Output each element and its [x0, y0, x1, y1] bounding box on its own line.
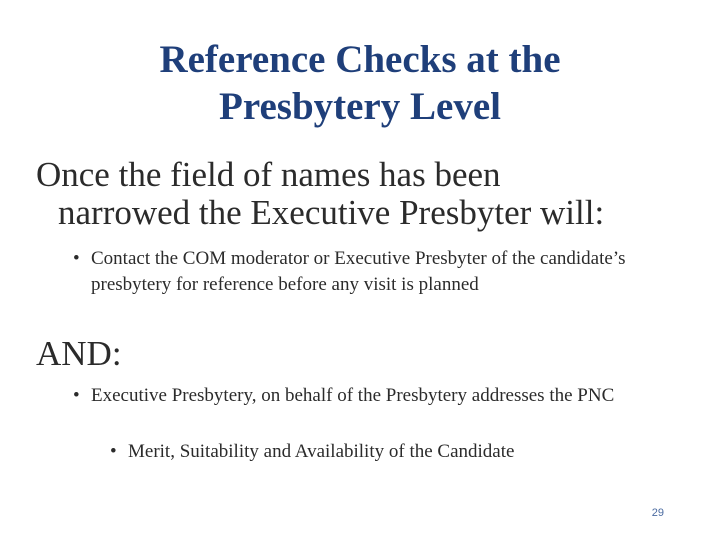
slide-title-line-1: Reference Checks at the	[159, 38, 561, 81]
bullet-marker: •	[110, 441, 117, 462]
slide-title	[60, 36, 660, 130]
intro-paragraph	[36, 156, 696, 232]
bullet-executive-presbytery	[73, 383, 691, 409]
page-number: 29	[651, 507, 664, 519]
intro-line-1: Once the field of names has been	[36, 155, 501, 194]
bullet-contact-com	[73, 246, 681, 298]
bullet-marker: •	[73, 248, 80, 269]
bullet-text: Executive Presbytery, on behalf of the Presbytery addresses the PNC	[91, 385, 615, 406]
bullet-text: Merit, Suitability and Availability of the Candidate	[128, 441, 515, 462]
sub-bullet-merit	[110, 439, 688, 465]
bullet-marker: •	[73, 385, 80, 406]
and-label: AND:	[36, 334, 122, 373]
bullet-text: Contact the COM moderator or Executive Presbyter of the candidate’s presbytery for reference before any visit is planned	[91, 248, 626, 295]
intro-line-2: narrowed the Executive Presbyter will:	[58, 193, 605, 232]
slide-title-line-2: Presbytery Level	[219, 85, 501, 128]
